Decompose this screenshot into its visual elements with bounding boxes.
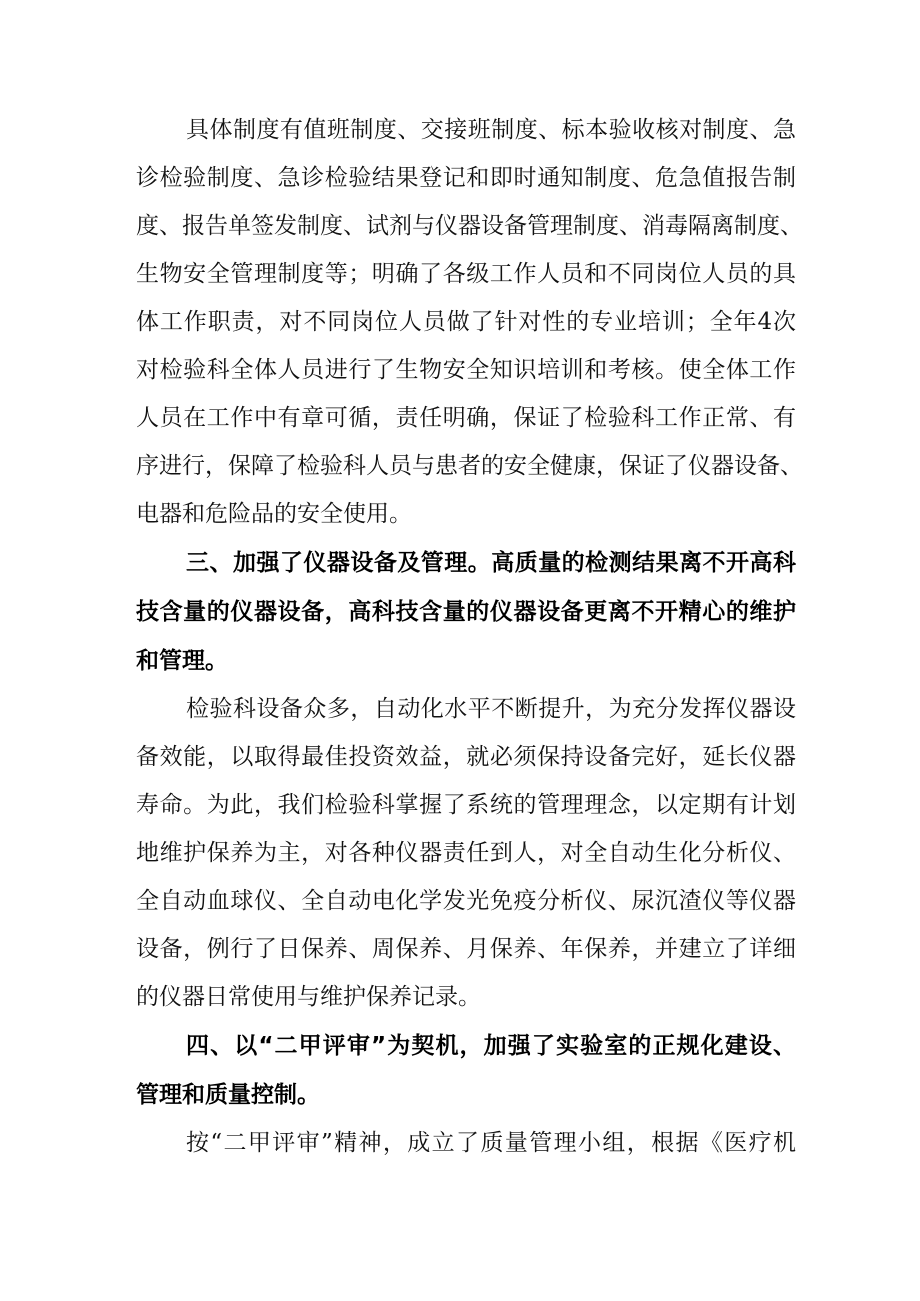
paragraph-line: 寿命。为此，我们检验科掌握了系统的管理理念，以定期有计划 [136,792,796,818]
section-heading-line: 和管理。 [136,648,228,674]
section-heading-line: 三、加强了仪器设备及管理。高质量的检测结果离不开高科 [186,550,796,576]
section-heading-line: 管理和质量控制。 [136,1082,320,1108]
paragraph-line: 度、报告单签发制度、试剂与仪器设备管理制度、消毒隔离制度、 [136,213,803,239]
paragraph-line: 的仪器日常使用与维护保养记录。 [136,984,481,1010]
paragraph-line: 地维护保养为主，对各种仪器责任到人，对全自动生化分析仪、 [136,840,796,866]
paragraph-line: 按“二甲评审”精神，成立了质量管理小组，根据《医疗机 [186,1130,796,1156]
paragraph-line: 生物安全管理制度等；明确了各级工作人员和不同岗位人员的具 [136,261,796,287]
paragraph-line: 具体制度有值班制度、交接班制度、标本验收核对制度、急 [186,117,796,143]
section-heading-line: 技含量的仪器设备，高科技含量的仪器设备更离不开精心的维护 [136,599,796,625]
paragraph-line: 备效能，以取得最佳投资效益，就必须保持设备完好，延长仪器 [136,744,796,770]
paragraph-line: 体工作职责，对不同岗位人员做了针对性的专业培训；全年4次 [136,309,796,335]
paragraph-line: 设备，例行了日保养、周保养、月保养、年保养，并建立了详细 [136,936,796,962]
paragraph-line: 对检验科全体人员进行了生物安全知识培训和考核。使全体工作 [136,357,796,383]
paragraph-line: 诊检验制度、急诊检验结果登记和即时通知制度、危急值报告制 [136,165,796,191]
paragraph-line: 序进行，保障了检验科人员与患者的安全健康，保证了仪器设备、 [136,453,803,479]
paragraph-line: 全自动血球仪、全自动电化学发光免疫分析仪、尿沉渣仪等仪器 [136,888,796,914]
paragraph-line: 人员在工作中有章可循，责任明确，保证了检验科工作正常、有 [136,405,796,431]
paragraph-line: 电器和危险品的安全使用。 [136,501,412,527]
paragraph-line: 检验科设备众多，自动化水平不断提升，为充分发挥仪器设 [186,696,796,722]
section-heading-line: 四、以“二甲评审”为契机，加强了实验室的正规化建设、 [186,1033,796,1059]
